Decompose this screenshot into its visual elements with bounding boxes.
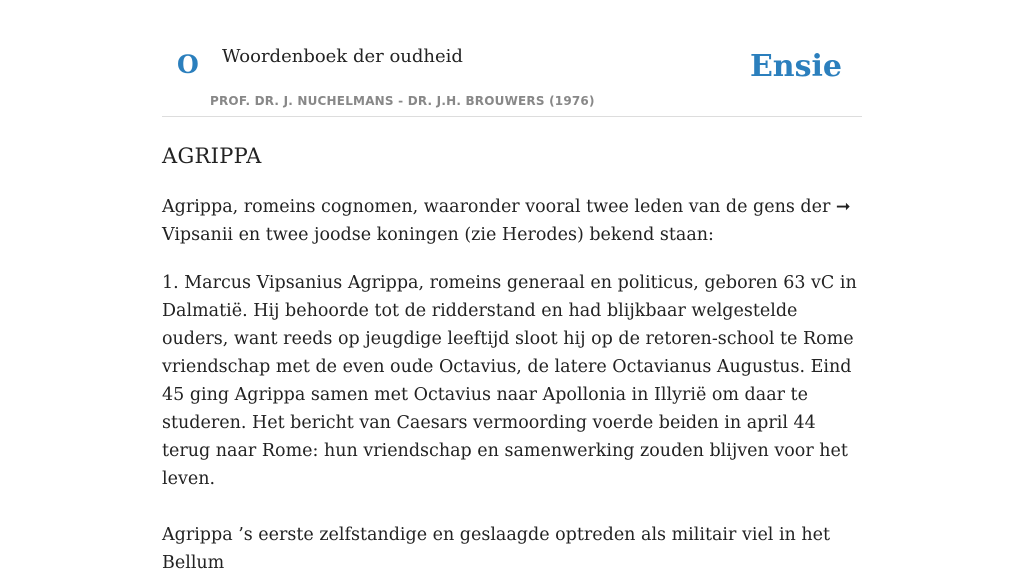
entry-intro [162,193,862,249]
book-title[interactable]: Woordenboek der oudheid [222,46,463,67]
entry-title: AGRIPPA [162,144,262,168]
page [162,0,862,577]
index-letter[interactable]: O [177,50,199,79]
book-authors: PROF. DR. J. NUCHELMANS - DR. J.H. BROUWERS (1976) [210,94,595,108]
entry-paragraph-2: Agrippa ’s eerste zelfstandige en geslaagde optreden als militair viel in het Bellum [162,525,831,574]
header [162,0,862,117]
entry-paragraph-1: 1. Marcus Vipsanius Agrippa, romeins generaal en politicus, geboren 63 vC in Dalmatië. Hij behoorde tot de ridderstand en had blijkbaar welgestelde ouders, want reeds op jeugdige leeftijd sloot hij op de retoren-school te Rome vriendschap met de even oude Octavius, de latere Octavianus Augustus. Eind 45 ging Agrippa samen met Octavius naar Apollonia in Illyrië om daar te studeren. Het bericht van Caesars vermoording voerde beiden in april 44 terug naar Rome: hun vriendschap en samenwerking zouden blijven voor het leven. [162,273,857,490]
intro-text-after: en twee joodse koningen (zie Herodes) bekend staan: [233,225,714,246]
intro-text-before: Agrippa, romeins cognomen, waaronder vooral twee leden van de gens der [162,197,836,218]
cross-reference-arrow-icon[interactable]: ➞ [835,197,851,218]
cross-reference-link[interactable]: Vipsanii [162,225,234,246]
brand-logo[interactable]: Ensie [749,49,842,84]
